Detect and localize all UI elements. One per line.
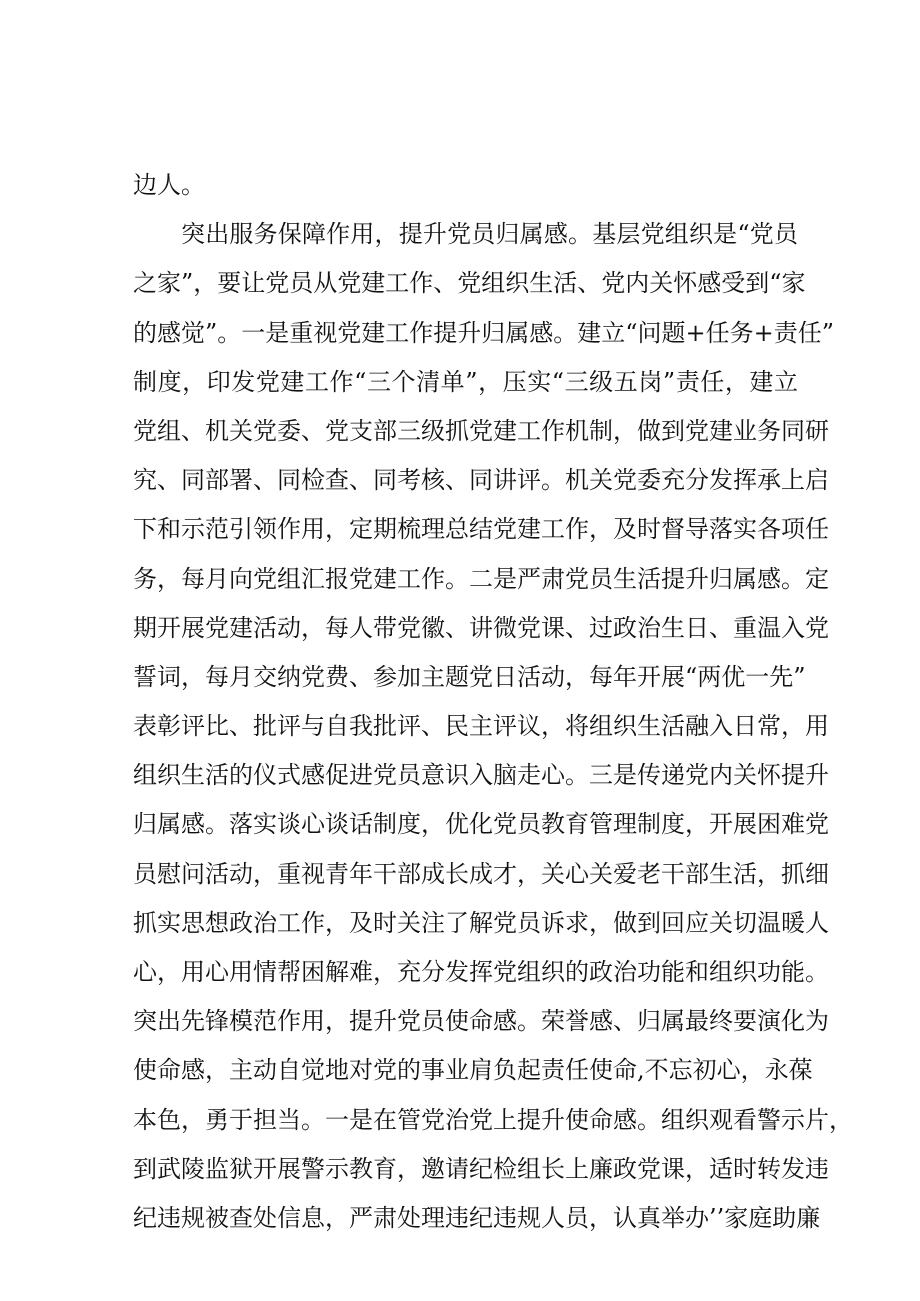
text-line: 突出先锋模范作用，提升党员使命感。荣誉感、归属最终要演化为 bbox=[133, 1007, 829, 1036]
text-line: 抓实思想政治工作，及时关注了解党员诉求，做到回应关切温暖人 bbox=[133, 908, 829, 937]
text-line: 制度，印发党建工作“三个清单”，压实“三级五岗”责任，建立 bbox=[133, 367, 798, 396]
text-line: 到武陵监狱开展警示教育，邀请纪检组长上廉政党课，适时转发违 bbox=[133, 1154, 829, 1183]
text-line: 期开展党建活动，每人带党徽、讲微党课、过政治生日、重温入党 bbox=[133, 613, 829, 642]
text-line: 究、同部署、同检查、同考核、同讲评。机关党委充分发挥承上启 bbox=[133, 466, 829, 495]
text-line: 的感觉”。一是重视党建工作提升归属感。建立“问题+任务+责任” bbox=[133, 318, 835, 347]
text-line: 党组、机关党委、党支部三级抓党建工作机制，做到党建业务同研 bbox=[133, 416, 829, 445]
text-line: 纪违规被查处信息，严肃处理违纪违规人员，认真举办’’家庭助廉 bbox=[133, 1203, 821, 1232]
text-line: 之家”，要让党员从党建工作、党组织生活、党内关怀感受到“家 bbox=[133, 269, 806, 298]
text-line: 本色，勇于担当。一是在管党治党上提升使命感。组织观看警示片， bbox=[133, 1105, 853, 1134]
paragraph-first-line: 突出服务保障作用，提升党员归属感。基层党组织是“党员 bbox=[181, 220, 798, 249]
text-line: 誓词，每月交纳党费、参加主题党日活动，每年开展“两优一先” bbox=[133, 662, 806, 691]
text-line: 员慰问活动，重视青年干部成长成才，关心关爱老干部生活，抓细 bbox=[133, 859, 829, 888]
text-line: 务，每月向党组汇报党建工作。二是严肃党员生活提升归属感。定 bbox=[133, 564, 829, 593]
text-line: 下和示范引领作用，定期梳理总结党建工作，及时督导落实各项任 bbox=[133, 515, 829, 544]
text-line: 表彰评比、批评与自我批评、民主评议，将组织生活融入日常，用 bbox=[133, 712, 829, 741]
text-line: 心，用心用情帮困解难，充分发挥党组织的政治功能和组织功能。 bbox=[133, 958, 829, 986]
text-line: 归属感。落实谈心谈话制度，优化党员教育管理制度，开展困难党 bbox=[133, 810, 829, 839]
text-line: 使命感，主动自觉地对党的事业肩负起责任使命,不忘初心，永葆 bbox=[133, 1056, 813, 1085]
body-text bbox=[133, 161, 853, 1243]
text-line: 组织生活的仪式感促进党员意识入脑走心。三是传递党内关怀提升 bbox=[133, 761, 829, 790]
text-line: 边人。 bbox=[133, 171, 205, 199]
